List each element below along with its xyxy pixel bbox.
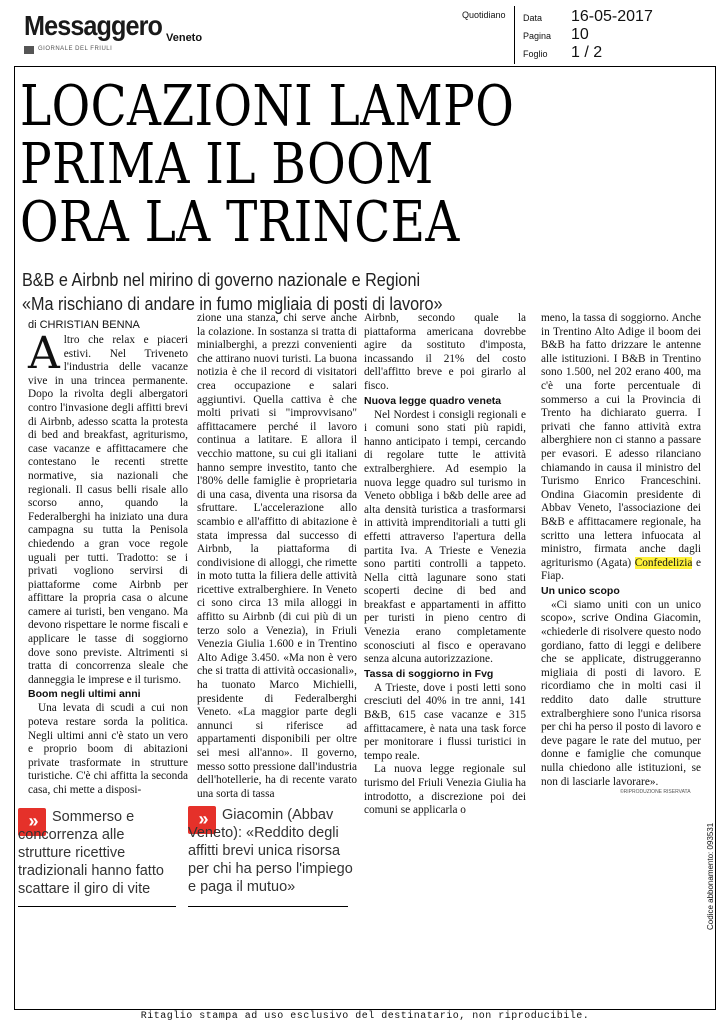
masthead-region: Veneto bbox=[166, 32, 203, 44]
section-heading: Nuova legge quadro veneta bbox=[364, 394, 502, 407]
article-paragraph: «Ci siamo uniti con un unico scopo», scrive Ondina Giacomin, «chiederle di risolvere questo nodo gordiano, fatto di leggi e delibere che se applicate, distruggeranno migliaia di posti di lavoro. E ricordiamo che in molti casi il reddito dato dalle strutture extralberghiere sono l'unica risorsa per chi ha perso il posto di lavoro e deve pagare le rate del mutuo, per donne e famiglie che comunque nulla chiedono alle istituzioni, se non di lasciarle lavorare». bbox=[541, 598, 701, 788]
pull-quote-rule bbox=[18, 906, 176, 907]
headline bbox=[20, 74, 515, 255]
article-paragraph: Una levata di scudi a cui non poteva restare sorda la politica. Negli ultimi anni c'è stato un vero e proprio boom di abitazioni private trasformate in strutture turistiche. C'è chi affitta la seconda casa, chi mette a disposi- bbox=[28, 702, 188, 796]
article-paragraph: meno, la tassa di soggiorno. Anche in Trentino Alto Adige il boom dei B&B ha fatto drizzare le antenne alle istituzioni. I B&B in Trentino sono 1.500, nel 202 erano 400, ma c'è una forte percentuale di sommerso a cui la Provincia di Trento ha dichiarato guerra. I privati che fanno attività extra alberghiere non ci stanno a passare per evasori. E adesso rilanciano chiamando in causa il ministro del Turismo Enrico Franceschini. Ondina Giacomin presidente di Abbav Veneto, l'associazione dei B&B e affittacamere regionale, ha scritto una lettera infuocata al ministro, firmata anche dagli agriturismo (Agata) Confedelizia e Fiap. bbox=[541, 312, 701, 583]
page-label: Pagina bbox=[523, 31, 552, 41]
article-paragraph: zione una stanza, chi serve anche la colazione. In sostanza si tratta di minialberghi, a prezzi convenienti che attirano nuovi turisti. La buona notizia è che il record di visitatori crea occupazione e salari aggiuntivi. Quella cattiva è che molti privati si "improvvisano" affittacamere perché il lavoro continua a latitare. E allora il vecchio mattone, su cui gli italiani hanno sempre investito, tanto che l'80% delle famiglie è proprietaria di una casa, diventa una risorsa da sfruttare. L'accelerazione allo scambio e all'affitto di abitazione è stata impressa dal successo di Airbnb, la piattaforma di condivisione di alloggi, che rimette in moto tutta la filiera delle attività ricettive extralberghiere. In Veneto ci sono circa 13 mila alloggi in affitto su Airbnb (di cui più di un terzo solo a Venezia), in Friuli Venezia Giulia 1.600 e in Trentino Alto Adige 3.450. «Ma non è vero che si tratta di attività occasionali», ha tuonato Marco Michielli, presidente di Federalberghi Veneto. «La maggior parte degli annunci si riferisce ad appartamenti disponibili per oltre sei mesi all'anno». Il governo, messo sotto pressione dall'industria dell'hotellerie, ha di recente varato una sorta di tassa bbox=[197, 312, 357, 800]
page-row bbox=[523, 26, 589, 44]
subheadline-line: B&B e Airbnb nel mirino di governo nazionale e Regioni bbox=[22, 270, 421, 290]
article-column-1 bbox=[28, 328, 188, 798]
chevron-right-icon: » bbox=[188, 806, 216, 834]
article-column-3 bbox=[364, 312, 526, 818]
page-value: 10 bbox=[571, 26, 589, 43]
pull-quote-text: Giacomin (Abbav Veneto): «Reddito degli affitti brevi unica risorsa per chi ha perso l'impiego e paga il mutuo» bbox=[188, 807, 353, 895]
masthead bbox=[24, 10, 203, 52]
sheet-row bbox=[523, 44, 602, 62]
date-row bbox=[523, 8, 653, 26]
byline: di CHRISTIAN BENNA bbox=[28, 319, 140, 331]
pull-quote-text: Sommerso e concorrenza alle strutture ricettive tradizionali hanno fatto scattare il giro di vite bbox=[18, 809, 164, 897]
section-heading: Boom negli ultimi anni bbox=[28, 688, 141, 701]
clip-header bbox=[14, 6, 716, 64]
section-heading: Un unico scopo bbox=[541, 584, 620, 597]
subheadline bbox=[22, 268, 481, 316]
publication-type: Quotidiano bbox=[462, 10, 506, 20]
article-paragraph: Nel Nordest i consigli regionali e i comuni sono stati più rapidi, hanno anticipato i tempi, cercando di regolare tutte le attività extralberghiere. Ad esempio la nuova legge quadro sul turismo in Veneto obbliga i b&b delle aree ad alta densità turistica a trasformarsi in attività imprenditoriali a tutti gli effetti attraverso l'apertura della partita Iva. A Trieste e Venezia sono partiti controlli a tappeto. Nella città lagunare sono stati scoperti decine di bed and breakfast e appartamenti in affitto per turisti in pieno centro di Venezia erano completamente sconosciuti al fisco e operavano senza alcuna autorizzazione. bbox=[364, 408, 526, 666]
subscription-code: Codice abbonamento: 093531 bbox=[706, 822, 715, 930]
article-paragraph: La nuova legge regionale sul turismo del Friuli Venezia Giulia ha introdotto, a discrezione poi dei comuni se applicarla o bbox=[364, 763, 526, 817]
headline-line: ORA LA TRINCEA bbox=[20, 190, 460, 255]
pull-quote-rule bbox=[188, 906, 348, 907]
headline-line: LOCAZIONI LAMPO bbox=[20, 74, 515, 139]
info-box bbox=[514, 6, 728, 64]
article-column-4 bbox=[541, 312, 701, 789]
headline-line: PRIMA IL BOOM bbox=[20, 132, 434, 197]
date-label: Data bbox=[523, 13, 543, 23]
subheadline-line: «Ma rischiano di andare in fumo migliaia di posti di lavoro» bbox=[22, 294, 443, 314]
article-column-2 bbox=[197, 312, 357, 801]
sheet-value: 1 / 2 bbox=[571, 44, 603, 61]
sheet-label: Foglio bbox=[523, 49, 548, 59]
section-heading: Tassa di soggiorno in Fvg bbox=[364, 667, 494, 680]
drop-cap: A bbox=[28, 328, 60, 379]
footer-disclaimer: Ritaglio stampa ad uso esclusivo del destinatario, non riproducibile. bbox=[140, 1011, 590, 1022]
copyright-note: ©RIPRODUZIONE RISERVATA bbox=[620, 789, 691, 795]
date-value: 16-05-2017 bbox=[571, 8, 653, 25]
masthead-logo-icon bbox=[24, 46, 34, 54]
article-paragraph: A Trieste, dove i posti letti sono cresciuti del 40% in tre anni, 141 B&B, 615 case vacanze e 315 affittacamere, è nata una task force per monitorare i flussi turistici in tempo reale. bbox=[364, 681, 526, 762]
masthead-title: Messaggero bbox=[24, 10, 163, 41]
masthead-subtitle: GIORNALE DEL FRIULI bbox=[38, 46, 113, 52]
article-paragraph: Airbnb, secondo quale la piattaforma americana dovrebbe agire da sostituto d'imposta, incassando il 21% del costo dell'affitto breve e poi girarlo al fisco. bbox=[364, 312, 526, 392]
chevron-right-icon: » bbox=[18, 808, 46, 836]
highlighted-text: Confedelizia bbox=[634, 556, 693, 569]
article-paragraph: Altro che relax e piaceri estivi. Nel Triveneto l'industria delle vacanze vive in una trincea permanente. Dopo la rivolta degli albergatori contro l'invasione degli affitti brevi di Airbnb, adesso scatta la protesta di bed and breakfast, agriturismo, case vacanze e affittacamere che contestano le recenti strette normative, sia nazionali che regionali. Il casus belli risale allo scorso anno, quando la Federalberghi ha iniziato una dura campagna su tutta la Penisola chiedendo a gran voce regole uguali per tutti. Tradotto: se i privati vogliono servirsi di piattaforme come Airbnb per affittare la propria casa o alcune camere ai turisti, ben vengano. Ma devono rispettare le norme fiscali e applicare le tasse di soggiorno dove sono previste. Altrimenti si tratta di concorrenza sleale che danneggia le imprese e il turismo. bbox=[28, 328, 188, 686]
